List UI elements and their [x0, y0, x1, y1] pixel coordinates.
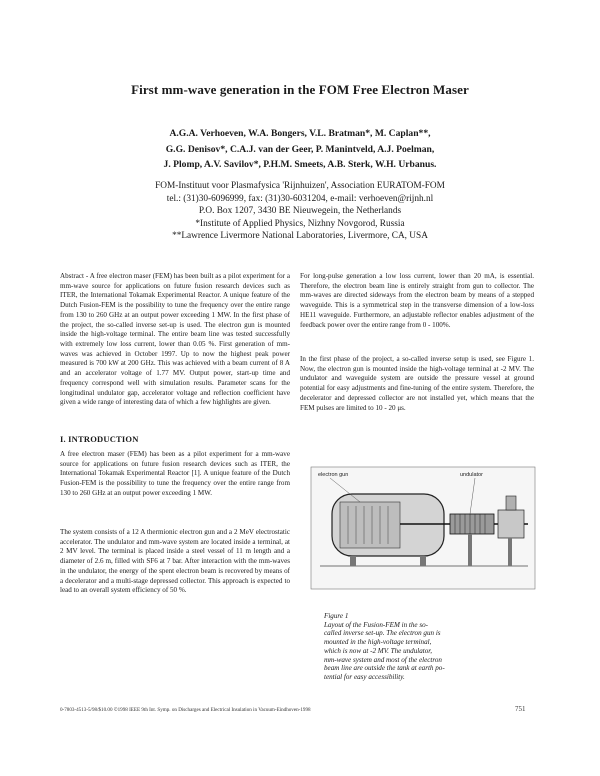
affiliation-line: *Institute of Applied Physics, Nizhny Novgorod, Russia [195, 218, 405, 229]
page-number: 751 [515, 705, 526, 713]
caption-line: mm-wave system and most of the electron [324, 655, 442, 664]
paragraph-text: A free electron maser (FEM) has been as a pilot experiment for a mm-wave source for applications on future fusion research devices such as ITER, the International Tokamak Experimental Reactor [1]. A unique feature of the Dutch Fusion-FEM is the possibility to tune the frequency over the entire range from 130 to 260 GHz at an output power exceeding 1 MW. [60, 450, 290, 497]
section-heading: I. INTRODUCTION [60, 434, 139, 444]
caption-line: which is now at -2 MV. The undulator, [324, 646, 433, 655]
caption-line: tential for easy accessibility. [324, 672, 405, 681]
paragraph-text: The system consists of a 12 A thermionic electron gun and a 2 MeV electrostatic accelerator. The undulator and mm-wave system are located inside a terminal, at 2 MV level. The terminal is placed inside a steel vessel of 11 m length and a diameter of 2.6 m, filled with SF6 at 7 bar. After interaction with the mm-waves in the undulator, the energy of the spent electron beam is recovered by means of a decelerator and a multi-stage depressed collector. This approach is expected to lead to an overall system efficiency of 50 %. [60, 528, 290, 595]
paper-title: First mm-wave generation in the FOM Free Electron Maser [131, 82, 469, 97]
author-line: G.G. Denisov*, C.A.J. van der Geer, P. Manintveld, A.J. Poelman, [165, 143, 435, 155]
caption-line: Figure 1 [324, 612, 349, 620]
hv-terminal [340, 502, 400, 548]
caption-line: called inverse set-up. The electron gun is [324, 629, 441, 638]
author-line: J. Plomp, A.V. Savilov*, P.H.M. Smeets, A.B. Sterk, W.H. Urbanus. [163, 159, 437, 170]
undulator [450, 514, 494, 534]
caption-line: mounted in the high-voltage terminal, [324, 638, 432, 647]
abstract [60, 272, 290, 408]
author-line: A.G.A. Verhoeven, W.A. Bongers, V.L. Bratman*, M. Caplan**, [169, 128, 431, 139]
mm-wave-system [498, 510, 524, 538]
affiliations [110, 180, 490, 243]
author-list [100, 126, 500, 173]
page-footer: 0-7803-4513-5/98/$10.00 ©1998 IEEE 9th Int. Symp. on Discharges and Electrical Insulation in Vacuum-Eindhoven-1998 [60, 707, 311, 713]
right-paragraph-2 [300, 355, 534, 413]
affiliation-line: FOM-Instituut voor Plasmafysica 'Rijnhuizen', Association EURATOM-FOM [155, 181, 445, 191]
figure-label-undulator: undulator [460, 472, 483, 478]
abstract-text: Abstract - A free electron maser (FEM) has been built as a pilot experiment for a mm-wave source for applications on future fusion research devices such as ITER, the International Tokamak Experimental Reactor. A unique feature of the Dutch Fusion-FEM is the possibility to tune the frequency over the entire range from 130 to 260 GHz at an output power exceeding 1 MW. In the first phase of the project, the so-called inverse set-up is used. The electron gun is mounted inside the high-voltage terminal. The entire beam line was tested successfully with extremely low loss current, lower than 0.05 %. First generation of mm-waves was achieved in October 1997. Up to now the highest peak power measured is 700 kW at 200 GHz. This was achieved with a beam current of 8 A and an accelerator voltage of 1.77 MV. Output power, start-up time and frequency correspond well with simulation results. Parameter scans for the longitudinal undulator gap, accelerator voltage and reflection coefficient have given a wide range of interesting data of which a few highlights are given. [60, 272, 290, 407]
paragraph-text: In the first phase of the project, a so-called inverse setup is used, see Figure 1. Now, the electron gun is mounted inside the high-voltage terminal at -2 MV. The undulator and waveguide system are outside the pressure vessel at ground potential for easy adjustments and fine-tuning of the entire system. Therefore, the decelerator and depressed collector are not installed yet, which means that the FEM pulses are limited to 10 - 20 μs. [300, 355, 534, 412]
figure-caption [324, 612, 534, 682]
affiliation-line: tel.: (31)30-6096999, fax: (31)30-6031204, e-mail: verhoeven@rijnh.nl [166, 193, 434, 204]
affiliation-line: **Lawrence Livermore National Laboratories, Livermore, CA, USA [172, 231, 428, 242]
fem-layout-figure [310, 466, 536, 590]
paragraph-text: For long-pulse generation a low loss current, lower than 20 mA, is essential. Therefore, the electron beam line is entirely straight from gun to collector. The mm-waves are directed sideways from the electron beam by means of a stepped waveguide. This is a symmetrical step in the transverse dimension of a low-loss HE11 waveguide. Furthermore, an adjustable reflector enables adjustment of the feedback power over the entire range from 0 - 100%. [300, 272, 534, 329]
intro-paragraph-1 [60, 450, 290, 499]
affiliation-line: P.O. Box 1207, 3430 BE Nieuwegein, the Netherlands [198, 206, 402, 217]
caption-line: Layout of the Fusion-FEM in the so- [324, 620, 429, 629]
intro-paragraph-2 [60, 528, 290, 596]
caption-line: beam line are outside the tank at earth po- [324, 664, 445, 673]
right-paragraph-1 [300, 272, 534, 330]
figure-label-electron-gun: electron gun [318, 472, 349, 478]
